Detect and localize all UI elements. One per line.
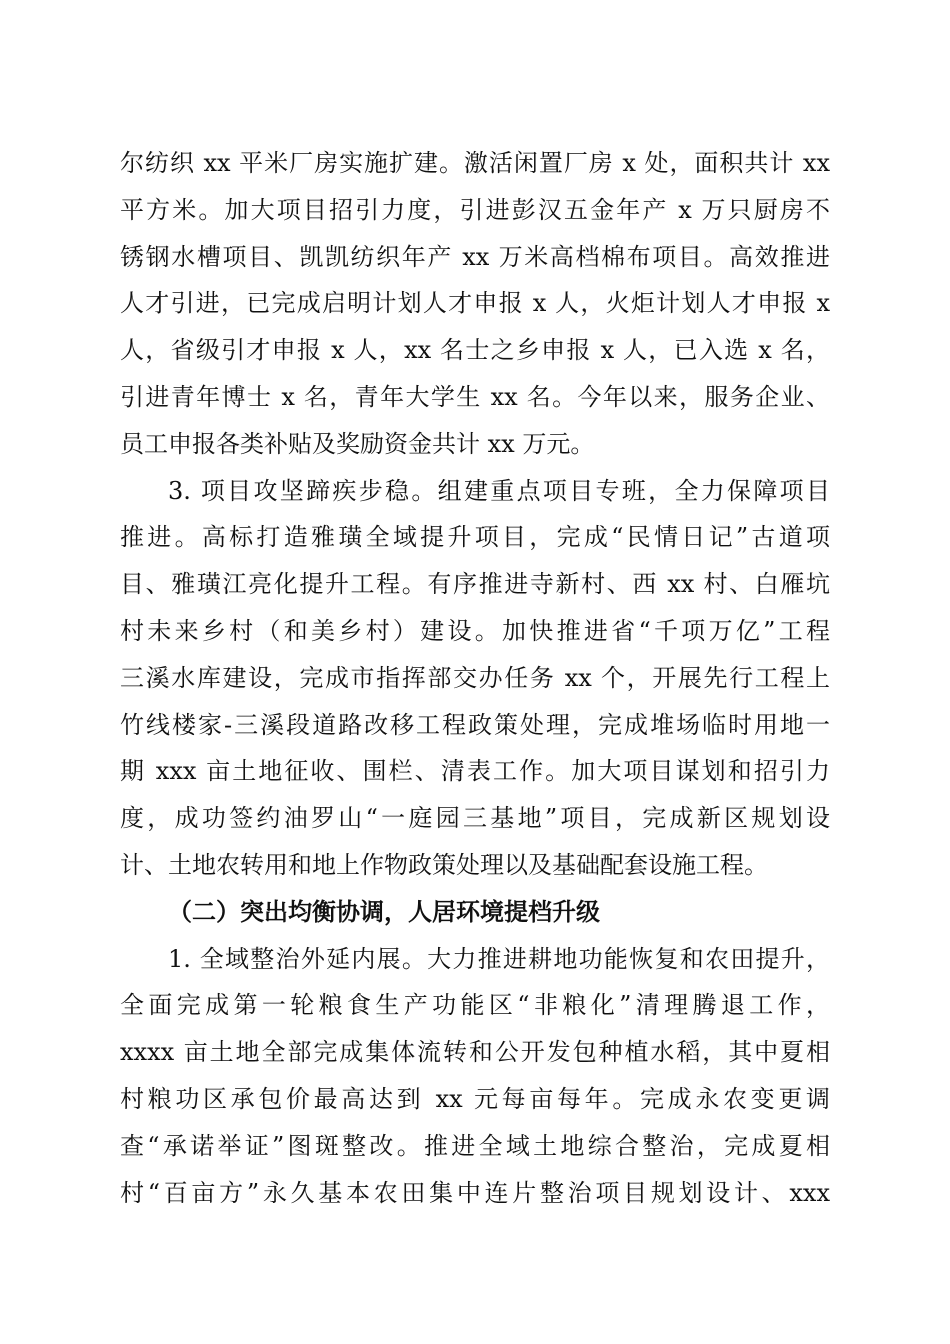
text-line: 村粮功区承包价最高达到 xx 元每亩每年。完成永农变更调 [120,1084,830,1113]
text-line: 尔纺织 xx 平米厂房实施扩建。激活闲置厂房 x 处，面积共计 xx [120,149,830,177]
text-line: 人才引进，已完成启明计划人才申报 x 人，火炬计划人才申报 x [120,289,830,318]
text-line: 目、雅璜江亮化提升工程。有序推进寺新村、西 xx 村、白雁坑 [120,570,830,599]
paragraph-start: 3. 项目攻坚蹄疾步稳。组建重点项目专班，全力保障项目 [168,476,830,505]
text-line: 度，成功签约油罗山“一庭园三基地”项目，完成新区规划设 [120,804,830,833]
text-line: 引进青年博士 x 名，青年大学生 xx 名。今年以来，服务企业、 [120,382,830,411]
paragraph-start: 1. 全域整治外延内展。大力推进耕地功能恢复和农田提升， [168,944,830,973]
text-line: 期 xxx 亩土地征收、围栏、清表工作。加大项目谋划和招引力 [120,757,830,786]
text-line: 竹线楼家-三溪段道路改移工程政策处理，完成堆场临时用地一 [120,710,830,739]
text-line: 村“百亩方”永久基本农田集中连片整治项目规划设计、xxx [120,1178,830,1207]
text-line: xxxx 亩土地全部完成集体流转和公开发包种植水稻，其中夏相 [120,1038,830,1067]
body-text [120,140,830,1216]
text-line: 村未来乡村（和美乡村）建设。加快推进省“千项万亿”工程 [120,616,830,645]
text-line: 查“承诺举证”图斑整改。推进全域土地综合整治，完成夏相 [120,1131,830,1160]
text-line: 锈钢水槽项目、凯凯纺织年产 xx 万米高档棉布项目。高效推进 [120,242,830,271]
text-line: 员工申报各类补贴及奖励资金共计 xx 万元。 [120,429,595,458]
text-line: 人，省级引才申报 x 人，xx 名士之乡申报 x 人，已入选 x 名， [120,336,830,365]
text-line: 全面完成第一轮粮食生产功能区“非粮化”清理腾退工作， [120,991,830,1020]
text-line: 计、土地农转用和地上作物政策处理以及基础配套设施工程。 [120,850,768,879]
section-heading: （二）突出均衡协调，人居环境提档升级 [168,896,600,926]
text-line: 三溪水库建设，完成市指挥部交办任务 xx 个，开展先行工程上 [120,663,830,692]
text-line: 平方米。加大项目招引力度，引进彭汉五金年产 x 万只厨房不 [120,195,830,224]
text-line: 推进。高标打造雅璜全域提升项目，完成“民情日记”古道项 [120,523,830,552]
